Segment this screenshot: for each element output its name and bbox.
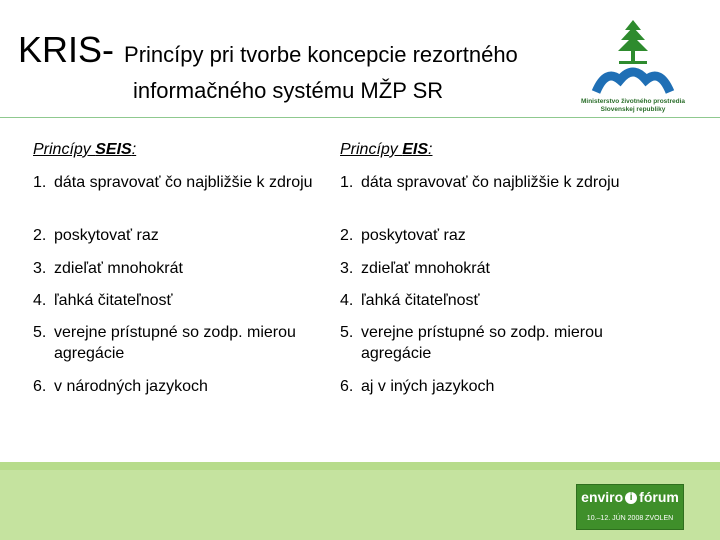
seis-heading-prefix: Princípy bbox=[33, 141, 96, 158]
list-item bbox=[340, 225, 630, 246]
logo-caption bbox=[578, 98, 688, 114]
item-text: zdieľať mnohokrát bbox=[54, 260, 183, 277]
badge-name bbox=[577, 488, 683, 506]
item-text: poskytovať raz bbox=[54, 227, 159, 244]
slide-title bbox=[18, 30, 518, 75]
list-item bbox=[33, 172, 323, 193]
badge-name-part-b: fórum bbox=[639, 489, 679, 505]
eis-heading-prefix: Princípy bbox=[340, 141, 403, 158]
seis-heading-acronym: SEIS bbox=[95, 141, 132, 158]
item-number: 6. bbox=[340, 378, 354, 395]
eis-heading-acronym: EIS bbox=[402, 141, 429, 158]
item-number: 2. bbox=[340, 227, 354, 244]
item-number: 6. bbox=[33, 378, 47, 395]
item-text: poskytovať raz bbox=[361, 227, 466, 244]
list-item bbox=[340, 258, 630, 279]
logo-caption-line1: Ministerstvo životného prostredia bbox=[580, 98, 686, 105]
list-item bbox=[33, 225, 323, 246]
seis-heading-colon: : bbox=[131, 141, 137, 158]
title-divider bbox=[0, 117, 720, 118]
list-item bbox=[33, 376, 323, 397]
list-item bbox=[33, 322, 323, 364]
title-line2: informačného systému MŽP SR bbox=[133, 78, 444, 103]
item-text: dáta spravovať čo najbližšie k zdroju bbox=[54, 174, 313, 191]
badge-name-part-a: enviro bbox=[581, 489, 624, 505]
seis-principles-column bbox=[33, 140, 323, 395]
list-item bbox=[33, 258, 323, 279]
item-text: ľahká čitateľnosť bbox=[361, 292, 480, 309]
list-item bbox=[340, 376, 630, 397]
item-number: 2. bbox=[33, 227, 47, 244]
list-item bbox=[340, 172, 630, 193]
list-item bbox=[340, 322, 630, 364]
item-number: 5. bbox=[340, 324, 354, 341]
list-item bbox=[340, 290, 630, 311]
item-number: 3. bbox=[33, 260, 47, 277]
item-text: verejne prístupné so zodp. mierou agregácie bbox=[361, 324, 603, 362]
eis-principles-column bbox=[340, 140, 630, 395]
item-text: zdieľať mnohokrát bbox=[361, 260, 490, 277]
item-number: 4. bbox=[340, 292, 354, 309]
list-item bbox=[33, 290, 323, 311]
item-number: 5. bbox=[33, 324, 47, 341]
item-number: 1. bbox=[340, 174, 354, 191]
envirofórum-badge bbox=[576, 484, 684, 530]
eis-heading bbox=[340, 140, 630, 162]
title-line1: Princípy pri tvorbe koncepcie rezortného bbox=[124, 42, 518, 67]
item-text: dáta spravovať čo najbližšie k zdroju bbox=[361, 174, 620, 191]
logo-caption-line2: Slovenskej republiky bbox=[600, 106, 666, 113]
item-number: 4. bbox=[33, 292, 47, 309]
item-number: 3. bbox=[340, 260, 354, 277]
seis-heading bbox=[33, 140, 323, 162]
item-text: verejne prístupné so zodp. mierou agregácie bbox=[54, 324, 296, 362]
item-text: ľahká čitateľnosť bbox=[54, 292, 173, 309]
item-text: v národných jazykoch bbox=[54, 378, 208, 395]
footer-band-strip bbox=[0, 462, 720, 470]
badge-i-icon: i bbox=[625, 492, 637, 504]
item-text: aj v iných jazykoch bbox=[361, 378, 495, 395]
title-acronym: KRIS- bbox=[18, 29, 115, 70]
item-number: 1. bbox=[33, 174, 47, 191]
badge-date: 10.–12. JÚN 2008 ZVOLEN bbox=[586, 515, 674, 522]
eis-heading-colon: : bbox=[428, 141, 433, 158]
